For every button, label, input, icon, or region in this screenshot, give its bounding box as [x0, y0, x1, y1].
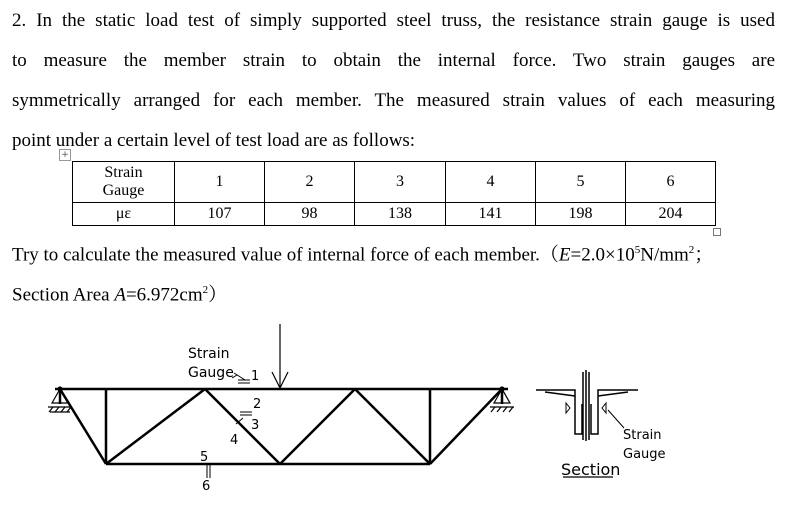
gauge-num-6: 6 — [202, 479, 211, 494]
question-line: Try to calculate the measured value of internal force of each $member.(E=2.0\times 10^5N/mm^2$； — [12, 244, 714, 266]
section-gauge-label: Gauge — [623, 447, 666, 462]
gauge-num-4: 4 — [230, 433, 239, 448]
truss-verticals — [60, 389, 502, 464]
problem-line-4: point under a certain level of test load are as follows: — [12, 130, 416, 151]
strain-value: 107 — [175, 203, 265, 226]
gauge-num-1: 1 — [251, 369, 260, 384]
truss-diagonals — [60, 389, 502, 464]
gauge-num-2: 2 — [253, 397, 262, 412]
load-arrow — [272, 324, 288, 388]
gauge-number: 5 — [536, 162, 626, 203]
figure-strain-label: Strain — [188, 346, 230, 362]
gauge-number: 6 — [626, 162, 716, 203]
strain-value: 141 — [446, 203, 536, 226]
table-move-handle-icon[interactable]: + — [59, 149, 71, 161]
gauge-number: 2 — [265, 162, 355, 203]
strain-table — [72, 161, 716, 226]
table-resize-handle[interactable] — [713, 228, 721, 236]
strain-value: 138 — [355, 203, 446, 226]
gauge-num-3: 3 — [251, 418, 260, 433]
figure-gauge-label: Gauge — [188, 365, 234, 381]
gauge-number: 4 — [446, 162, 536, 203]
problem-line-2: to measure the member strain to obtain the internal force. Two strain gauges are — [12, 50, 775, 71]
strain-value: 204 — [626, 203, 716, 226]
value-label: με — [73, 203, 175, 226]
problem-line-3: symmetrically arranged for each member. The measured strain values of each measuring — [12, 90, 775, 111]
gauge-num-5: 5 — [200, 450, 209, 465]
table-header-label: Strain Gauge — [73, 162, 175, 203]
strain-value: 98 — [265, 203, 355, 226]
truss-figure — [0, 320, 796, 505]
section-strain-label: Strain — [623, 428, 662, 443]
area-line: Section Area $A=6.972cm^2$） — [12, 284, 228, 306]
gauge-number: 1 — [175, 162, 265, 203]
problem-line-1: 2. In the static load test of simply supported steel truss, the resistance strain gauge is used — [12, 10, 775, 31]
section-label: Section — [561, 460, 621, 479]
gauge-number: 3 — [355, 162, 446, 203]
strain-value: 198 — [536, 203, 626, 226]
